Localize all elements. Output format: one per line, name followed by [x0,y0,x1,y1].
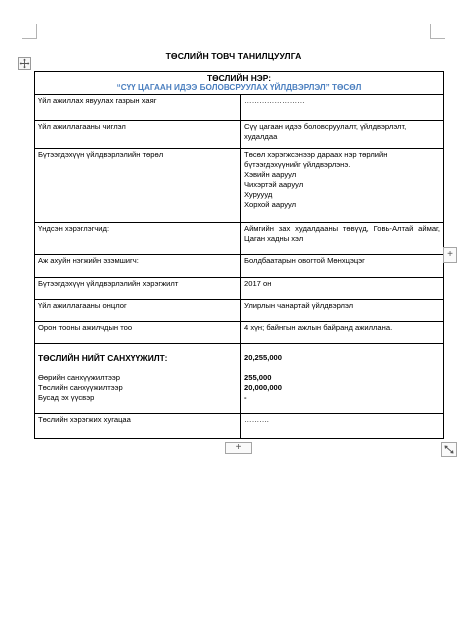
project-name-cell[interactable] [35,72,444,95]
table-resize-icon[interactable] [441,442,457,457]
add-column-button[interactable]: + [443,247,457,263]
page-corner-mark-left [22,24,37,39]
row-label-cell[interactable]: Бүтээгдэхүүн үйлдвэрлэлийн хэрэгжилт [35,278,241,300]
table-row [35,149,444,223]
row-value-cell[interactable] [241,149,444,223]
product-type-item: Хуруууд [244,190,273,199]
row-value-cell[interactable]: …………………… [241,95,444,121]
table-row [35,414,444,439]
row-value-cell[interactable]: 4 хүн; байнгын ажлын байранд ажиллана. [241,322,444,344]
financing-label-cell[interactable] [35,344,241,414]
row-value-cell[interactable]: 2017 он [241,278,444,300]
product-type-item: Хэвийн ааруул [244,170,297,179]
row-value-cell[interactable]: Болдбаатарын овогтой Мөнхцэцэг [241,255,444,278]
row-value-cell[interactable]: Аймгийн зах худалдааны төвүүд, Говь-Алтай аймаг, Цаган хадны хэл [241,223,444,255]
table-row [35,121,444,149]
own-financing-label: Өөрийн санхүүжилтээр [38,373,120,382]
duration-value-cell[interactable]: ………. [241,414,444,439]
other-source-value: - [244,393,247,402]
row-label-cell[interactable]: Аж ахуйн нэгжийн эзэмшигч: [35,255,241,278]
table-row [35,300,444,322]
duration-label-cell[interactable]: Төслийн хэрэгжих хугацаа [35,414,241,439]
financing-row [35,344,444,414]
project-financing-label: Төслийн санхүүжилтээр [38,383,123,392]
project-financing-value: 20,000,000 [244,383,283,392]
table-header-row [35,72,444,95]
table-row [35,255,444,278]
financing-value-cell[interactable] [241,344,444,414]
total-financing-label: ТӨСЛИЙН НИЙТ САНХҮҮЖИЛТ: [38,353,168,363]
document-title: ТӨСЛИЙН ТОВЧ ТАНИЛЦУУЛГА [165,51,302,61]
product-type-item: Чихэртэй ааруул [244,180,304,189]
product-type-item: Хорхой ааруул [244,200,297,209]
project-name-label: ТӨСЛИЙН НЭР: [206,73,272,83]
row-label-cell[interactable]: Үндсэн хэрэглэгчид: [35,223,241,255]
page-corner-mark-right [430,24,445,39]
total-financing-value: 20,255,000 [244,353,283,362]
row-label-cell[interactable]: Бүтээгдэхүүн үйлдвэрлэлийн төрөл [35,149,241,223]
table-row [35,278,444,300]
table-row [35,223,444,255]
project-name-value: “СҮҮ ЦАГААН ИДЭЭ БОЛОВСРУУЛАХ ҮЙЛДВЭРЛЭЛ” ТӨСӨЛ [116,83,362,92]
row-value-cell[interactable]: Сүү цагаан идээ боловсруулалт, үйлдвэрлэлт, худалдаа [241,121,444,149]
project-info-table [34,71,444,439]
product-types-intro: Төсөл хэрэгжсэнээр дараах нэр төрлийн бүтээгдэхүүнийг үйлдвэрлэнэ. [244,150,388,169]
row-value-cell[interactable]: Улирлын чанартай үйлдвэрлэл [241,300,444,322]
add-row-button[interactable]: + [225,442,252,454]
table-row [35,322,444,344]
own-financing-value: 255,000 [244,373,272,382]
row-label-cell[interactable]: Үйл ажиллагааны онцлог [35,300,241,322]
row-label-cell[interactable]: Үйл ажиллагааны чиглэл [35,121,241,149]
row-label-cell[interactable]: Үйл ажиллах явуулах газрын хаяг [35,95,241,121]
row-label-cell[interactable]: Орон тооны ажилчдын тоо [35,322,241,344]
other-source-label: Бусад эх үүсвэр [38,393,95,402]
table-row [35,95,444,121]
